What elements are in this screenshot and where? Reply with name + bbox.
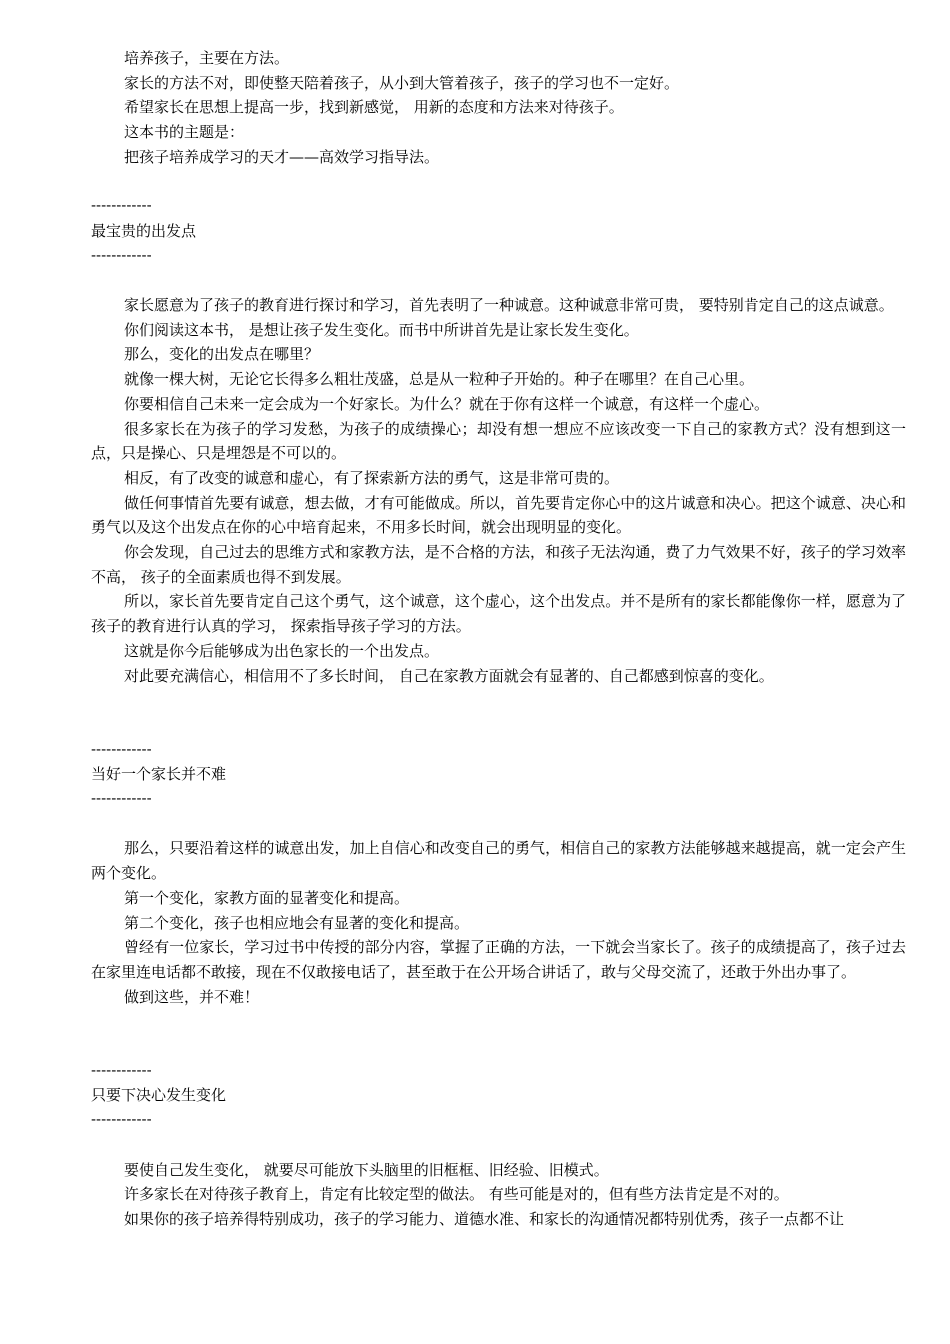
section-paragraph: 你们阅读这本书， 是想让孩子发生变化。而书中所讲首先是让家长发生变化。	[124, 320, 639, 339]
intro-paragraph: 培养孩子，主要在方法。	[124, 49, 290, 67]
spacer	[91, 1009, 906, 1058]
section-paragraph: 对此要充满信心，相信用不了多长时间， 自己在家教方面就会有显著的、自己都感到惊喜的变化。	[124, 666, 774, 685]
separator-line: ------------	[91, 791, 152, 808]
section-paragraph: 第二个变化，孩子也相应地会有显著的变化和提高。	[124, 913, 470, 932]
spacer	[91, 688, 906, 737]
section-paragraph: 许多家长在对待孩子教育上，肯定有比较定型的做法。 有些可能是对的，但有些方法肯定是不对的。	[124, 1185, 789, 1204]
intro-paragraph: 家长的方法不对，即使整天陪着孩子，从小到大管着孩子，孩子的学习也不一定好。	[124, 73, 680, 92]
section-paragraph: 做任何事情首先要有诚意，想去做，才有可能做成。所以，首先要肯定你心中的这片诚意和决心。把这个诚意、决心和勇气以及这个出发点在你的心中培育起来，不用多长时间，就会出现明显的变化。	[91, 493, 906, 537]
section-title: 只要下决心发生变化	[91, 1086, 227, 1105]
section-paragraph: 家长愿意为了孩子的教育进行探讨和学习，首先表明了一种诚意。这种诚意非常可贵， 要特别肯定自己的这点诚意。	[124, 296, 894, 314]
spacer	[91, 812, 906, 837]
section-paragraph: 所以，家长首先要肯定自己这个勇气，这个诚意，这个虚心，这个出发点。并不是所有的家长都能像你一样，愿意为了孩子的教育进行认真的学习， 探索指导孩子学习的方法。	[91, 592, 906, 636]
intro-paragraph: 把孩子培养成学习的天才——高效学习指导法。	[124, 147, 440, 166]
separator-line: ------------	[91, 247, 152, 264]
section-paragraph: 很多家长在为孩子的学习发愁，为孩子的成绩操心；却没有想一想应不应该改变一下自己的家教方式？没有想到这一点，只是操心、只是埋怨是不可以的。	[91, 419, 906, 463]
section-paragraph: 那么，只要沿着这样的诚意出发，加上自信心和改变自己的勇气，相信自己的家教方法能够越来越提高，就一定会产生两个变化。	[91, 839, 906, 883]
section-paragraph: 第一个变化，家教方面的显著变化和提高。	[124, 888, 410, 907]
section-paragraph: 做到这些，并不难！	[124, 987, 260, 1006]
intro-block	[91, 46, 906, 170]
section-determined-to-change	[91, 1059, 906, 1232]
spacer	[91, 268, 906, 293]
section-paragraph: 你会发现，自己过去的思维方式和家教方法，是不合格的方法，和孩子无法沟通，费了力气效果不好，孩子的学习效率不高， 孩子的全面素质也得不到发展。	[91, 543, 906, 586]
section-paragraph: 相反，有了改变的诚意和虚心，有了探索新方法的勇气，这是非常可贵的。	[124, 468, 620, 487]
section-paragraph: 你要相信自己未来一定会成为一个好家长。为什么？就在于你有这样一个诚意，有这样一个虚心。	[124, 394, 770, 413]
spacer	[91, 170, 906, 195]
separator-line: ------------	[91, 1062, 152, 1079]
section-paragraph: 要使自己发生变化， 就要尽可能放下头脑里的旧框框、旧经验、旧模式。	[124, 1160, 609, 1179]
separator-line: ------------	[91, 1112, 152, 1129]
separator-line: ------------	[91, 741, 152, 758]
separator-line: ------------	[91, 198, 152, 215]
spacer	[91, 1133, 906, 1158]
section-paragraph: 就像一棵大树，无论它长得多么粗壮茂盛，总是从一粒种子开始的。种子在哪里？在自己心里。	[124, 370, 755, 389]
section-best-starting-point	[91, 194, 906, 688]
section-paragraph: 曾经有一位家长，学习过书中传授的部分内容，掌握了正确的方法，一下就会当家长了。孩子的成绩提高了，孩子过去在家里连电话都不敢接，现在不仅敢接电话了，甚至敢于在公开场合讲话了，敢与父母交流了，还敢于外出办事了。	[91, 938, 906, 981]
section-paragraph: 这就是你今后能够成为出色家长的一个出发点。	[124, 641, 440, 660]
section-paragraph: 那么，变化的出发点在哪里？	[124, 345, 320, 364]
section-title: 最宝贵的出发点	[91, 221, 197, 240]
section-paragraph: 如果你的孩子培养得特别成功，孩子的学习能力、道德水准、和家长的沟通情况都特别优秀，孩子一点都不让	[124, 1209, 845, 1228]
section-title: 当好一个家长并不难	[91, 765, 227, 784]
section-being-a-parent-is-not-hard	[91, 738, 906, 1010]
document-page	[91, 46, 906, 1232]
intro-paragraph: 希望家长在思想上提高一步，找到新感觉， 用新的态度和方法来对待孩子。	[124, 98, 624, 117]
intro-paragraph: 这本书的主题是：	[124, 123, 245, 142]
